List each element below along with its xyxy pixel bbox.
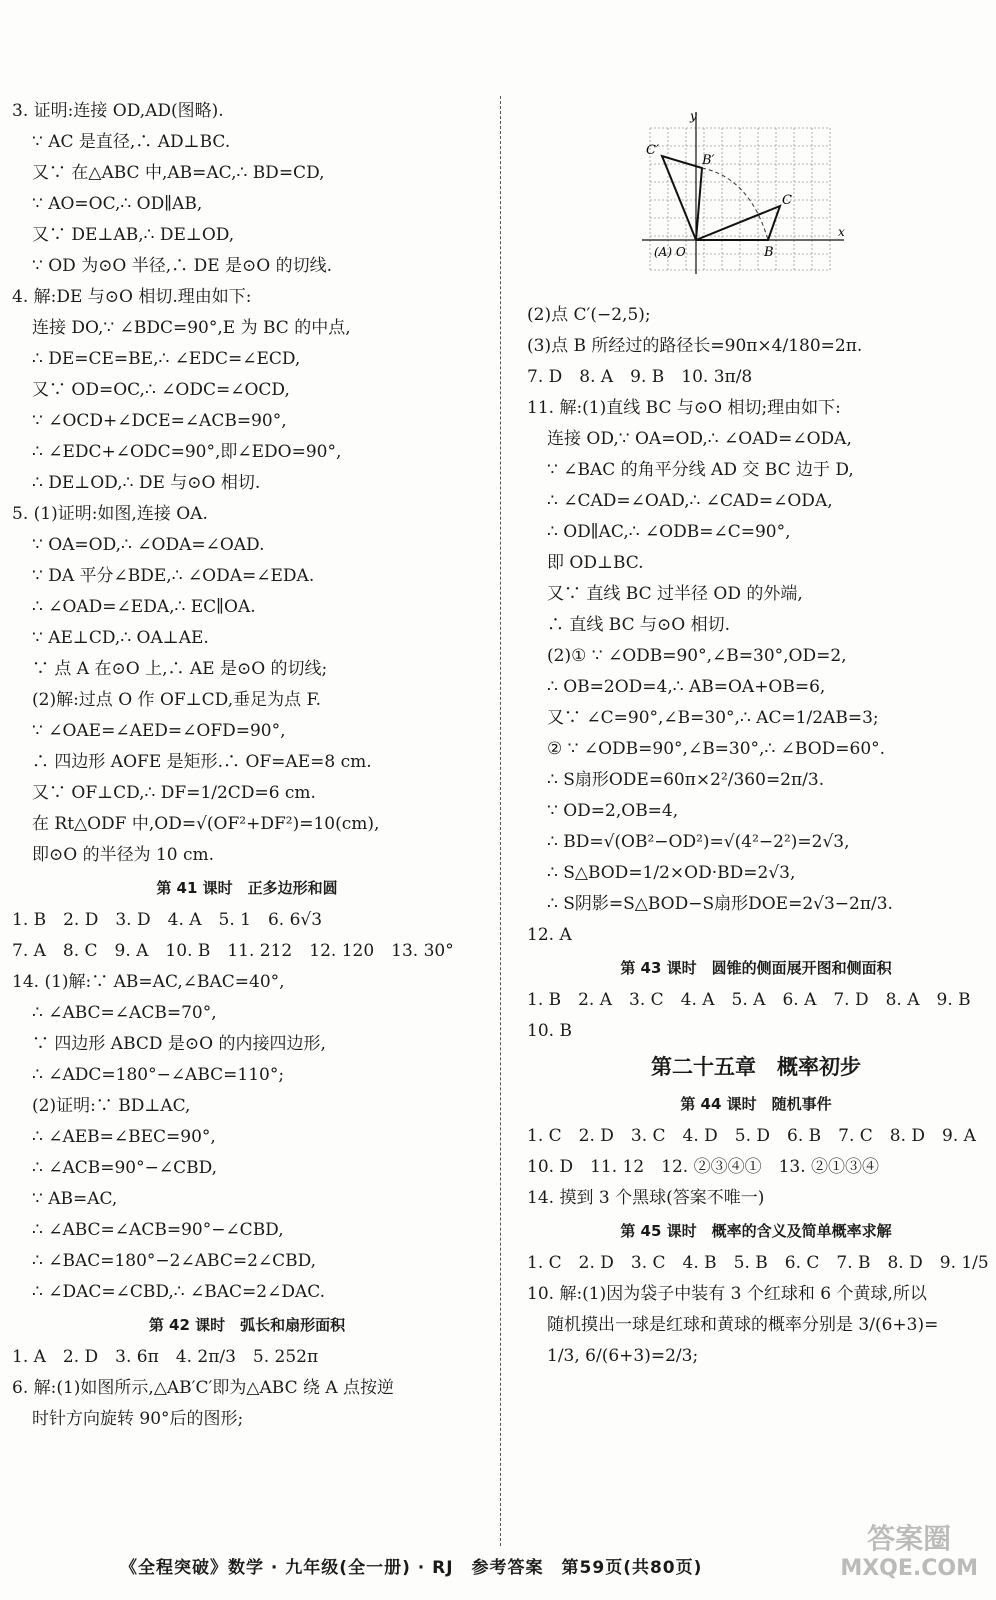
answer-line: ∴ DE⊥OD,∴ DE 与⊙O 相切.: [32, 473, 261, 493]
x-label: x: [838, 225, 845, 239]
section-heading: 第 43 课时 圆锥的侧面展开图和侧面积: [620, 959, 892, 977]
b-prime-label: B′: [702, 153, 715, 168]
answer-line: 在 Rt△ODF 中,OD=√(OF²+DF²)=10(cm),: [32, 814, 380, 834]
answer-line: ∴ ∠OAD=∠EDA,∴ EC∥OA.: [32, 597, 256, 617]
answer-line: 7. D 8. A 9. B 10. 3π/8: [527, 367, 753, 387]
answer-line: 又∵ OF⊥CD,∴ DF=1/2CD=6 cm.: [32, 783, 316, 803]
answer-line: 14. (1)解:∵ AB=AC,∠BAC=40°,: [12, 972, 285, 992]
answer-line: 又∵ OD=OC,∴ ∠ODC=∠OCD,: [32, 380, 290, 400]
answer-line: 又∵ 直线 BC 过半径 OD 的外端,: [547, 584, 803, 604]
answer-line: ∵ AB=AC,: [32, 1189, 118, 1209]
answer-line: ∴ S扇形ODE=60π×2²/360=2π/3.: [547, 770, 825, 790]
section-heading: 第 41 课时 正多边形和圆: [156, 879, 338, 897]
answer-line: 又∵ DE⊥AB,∴ DE⊥OD,: [32, 225, 235, 245]
answer-line: ∵ OD 为⊙O 半径,∴ DE 是⊙O 的切线.: [32, 256, 333, 276]
answer-line: 5. (1)证明:如图,连接 OA.: [12, 504, 208, 524]
answer-line: ∴ ∠EDC+∠ODC=90°,即∠EDO=90°,: [32, 442, 342, 462]
answer-line: ∴ DE=CE=BE,∴ ∠EDC=∠ECD,: [32, 349, 301, 369]
answer-line: 1. B 2. A 3. C 4. A 5. A 6. A 7. D 8. A 9. B: [527, 990, 971, 1010]
answer-line: 11. 解:(1)直线 BC 与⊙O 相切;理由如下:: [527, 398, 841, 418]
answer-line: ∴ ∠BAC=180°−2∠ABC=2∠CBD,: [32, 1251, 317, 1271]
column-divider: [500, 96, 501, 1546]
c-prime-label: C′: [646, 143, 659, 158]
answer-line: ∵ OD=2,OB=4,: [547, 801, 679, 821]
answer-line: 时针方向旋转 90°后的图形;: [32, 1409, 244, 1429]
answer-line: ∴ ∠ADC=180°−∠ABC=110°;: [32, 1065, 285, 1085]
answer-line: ∵ ∠OCD+∠DCE=∠ACB=90°,: [32, 411, 287, 431]
answer-line: ∴ BD=√(OB²−OD²)=√(4²−2²)=2√3,: [547, 832, 850, 852]
answer-line: ∴ S阴影=S△BOD−S扇形DOE=2√3−2π/3.: [547, 894, 893, 914]
answer-line: (2)证明:∵ BD⊥AC,: [32, 1096, 191, 1116]
page-footer: 《全程突破》数学 · 九年级(全一册) · RJ 参考答案 第59页(共80页): [120, 1558, 703, 1578]
triangle-abc: [696, 206, 780, 240]
answer-line: ∵ OA=OD,∴ ∠ODA=∠OAD.: [32, 535, 265, 555]
watermark: [840, 1524, 978, 1584]
watermark-top: 答案圈: [867, 1522, 952, 1555]
answer-line: 1. C 2. D 3. C 4. D 5. D 6. B 7. C 8. D 9. A: [527, 1126, 976, 1146]
answer-line: ∵ 点 A 在⊙O 上,∴ AE 是⊙O 的切线;: [32, 659, 328, 679]
answer-line: ∵ DA 平分∠BDE,∴ ∠ODA=∠EDA.: [32, 566, 315, 586]
section-heading: 第 44 课时 随机事件: [680, 1095, 832, 1113]
left-column: [12, 96, 482, 1435]
answer-line: 10. B: [527, 1021, 572, 1041]
answer-line: 1/3, 6/(6+3)=2/3;: [547, 1346, 699, 1366]
c-label: C: [782, 193, 792, 208]
answer-line: 1. C 2. D 3. C 4. B 5. B 6. C 7. B 8. D 9. 1/5: [527, 1253, 989, 1273]
answer-line: ∴ ∠DAC=∠CBD,∴ ∠BAC=2∠DAC.: [32, 1282, 326, 1302]
answer-line: ∴ 四边形 AOFE 是矩形.∴ OF=AE=8 cm.: [32, 752, 372, 772]
answer-line: 12. A: [527, 925, 572, 945]
b-label: B: [764, 245, 774, 260]
answer-line: 随机摸出一球是红球和黄球的概率分别是 3/(6+3)=: [547, 1315, 939, 1335]
section-heading: 第二十五章 概率初步: [651, 1055, 861, 1079]
answer-line: ∴ S△BOD=1/2×OD·BD=2√3,: [547, 863, 796, 883]
answer-line: 即⊙O 的半径为 10 cm.: [32, 845, 215, 865]
answer-line: 7. A 8. C 9. A 10. B 11. 212 12. 120 13. 30°: [12, 941, 454, 961]
answer-line: (2)点 C′(−2,5);: [527, 305, 651, 325]
answer-line: 6. 解:(1)如图所示,△AB′C′即为△ABC 绕 A 点按逆: [12, 1378, 395, 1398]
answer-line: ∴ ∠AEB=∠BEC=90°,: [32, 1127, 216, 1147]
right-column: [527, 300, 989, 1372]
answer-line: (3)点 B 所经过的路径长=90π×4/180=2π.: [527, 336, 863, 356]
answer-line: (2)① ∵ ∠ODB=90°,∠B=30°,OD=2,: [547, 646, 847, 666]
watermark-bottom: MXQE.COM: [840, 1556, 978, 1581]
answer-line: ∴ ∠ABC=∠ACB=90°−∠CBD,: [32, 1220, 284, 1240]
answer-line: ∴ OD∥AC,∴ ∠ODB=∠C=90°,: [547, 522, 791, 542]
answer-line: ∴ ∠ABC=∠ACB=70°,: [32, 1003, 217, 1023]
section-heading: 第 45 课时 概率的含义及简单概率求解: [620, 1222, 892, 1240]
answer-line: ∵ AC 是直径,∴ AD⊥BC.: [32, 132, 231, 152]
answer-line: 10. 解:(1)因为袋子中装有 3 个红球和 6 个黄球,所以: [527, 1284, 927, 1304]
answer-line: ∵ 四边形 ABCD 是⊙O 的内接四边形,: [32, 1034, 326, 1054]
section-heading: 第 42 课时 弧长和扇形面积: [148, 1316, 346, 1334]
answer-line: 14. 摸到 3 个黑球(答案不唯一): [527, 1188, 765, 1208]
answer-line: 又∵ 在△ABC 中,AB=AC,∴ BD=CD,: [32, 163, 325, 183]
answer-line: ∴ 直线 BC 与⊙O 相切.: [547, 615, 731, 635]
answer-line: ∵ ∠OAE=∠AED=∠OFD=90°,: [32, 721, 286, 741]
answer-line: 又∵ ∠C=90°,∠B=30°,∴ AC=1/2AB=3;: [547, 708, 879, 728]
answer-line: ∴ ∠ACB=90°−∠CBD,: [32, 1158, 218, 1178]
answer-line: 1. A 2. D 3. 6π 4. 2π/3 5. 252π: [12, 1347, 319, 1367]
answer-line: ∵ AO=OC,∴ OD∥AB,: [32, 194, 203, 214]
y-label: y: [690, 109, 697, 123]
answer-line: 3. 证明:连接 OD,AD(图略).: [12, 101, 224, 121]
rotation-figure: [640, 108, 850, 278]
answer-line: 10. D 11. 12 12. ②③④① 13. ②①③④: [527, 1157, 880, 1177]
answer-line: 连接 DO,∵ ∠BDC=90°,E 为 BC 的中点,: [32, 318, 351, 338]
origin-label: (A) O: [654, 245, 686, 259]
answer-line: 即 OD⊥BC.: [547, 553, 644, 573]
answer-line: 1. B 2. D 3. D 4. A 5. 1 6. 6√3: [12, 910, 323, 930]
answer-line: ② ∵ ∠ODB=90°,∠B=30°,∴ ∠BOD=60°.: [547, 739, 886, 759]
answer-line: ∵ AE⊥CD,∴ OA⊥AE.: [32, 628, 209, 648]
answer-line: 4. 解:DE 与⊙O 相切.理由如下:: [12, 287, 252, 307]
answer-line: 连接 OD,∵ OA=OD,∴ ∠OAD=∠ODA,: [547, 429, 852, 449]
answer-line: ∴ ∠CAD=∠OAD,∴ ∠CAD=∠ODA,: [547, 491, 833, 511]
answer-line: (2)解:过点 O 作 OF⊥CD,垂足为点 F.: [32, 690, 322, 710]
answer-line: ∵ ∠BAC 的角平分线 AD 交 BC 边于 D,: [547, 460, 854, 480]
answer-line: ∴ OB=2OD=4,∴ AB=OA+OB=6,: [547, 677, 826, 697]
